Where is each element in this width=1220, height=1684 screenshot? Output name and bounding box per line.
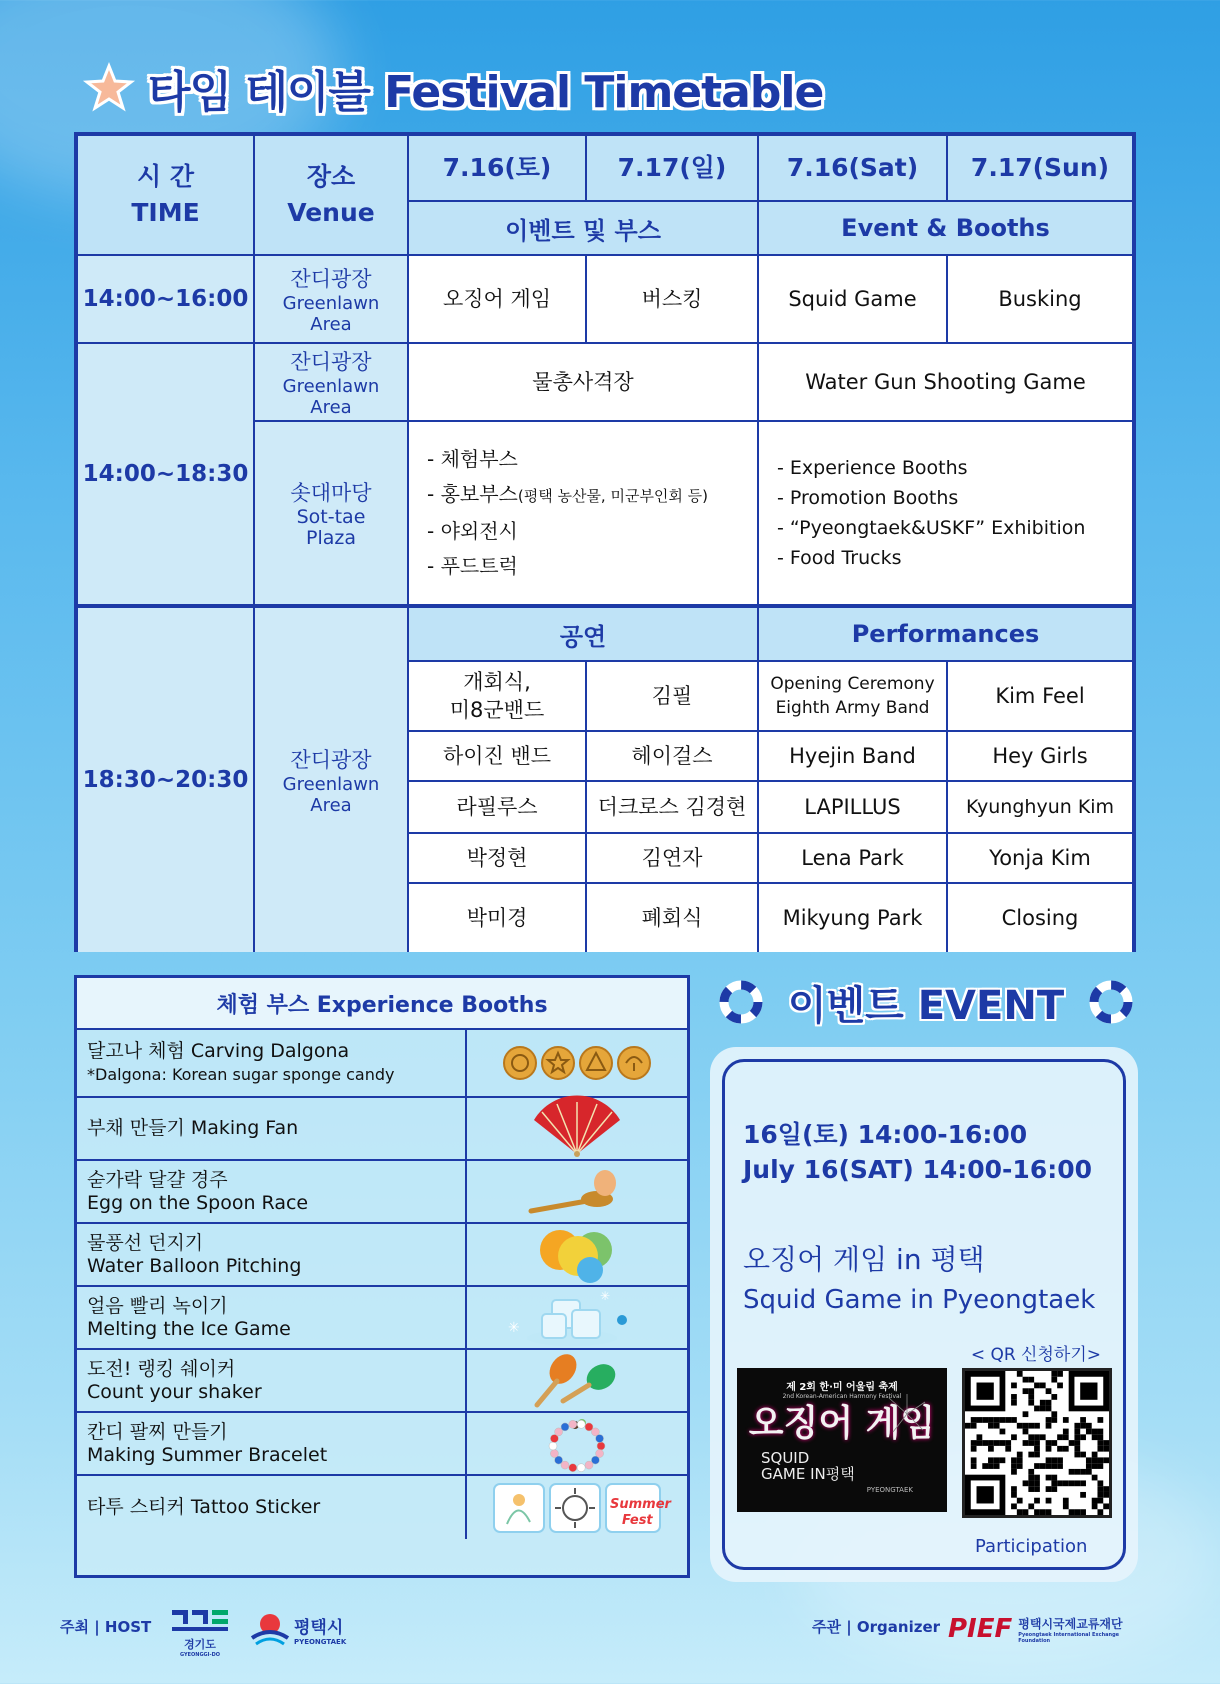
gyeonggi-label-en: GYEONGGI-DO — [179, 1652, 220, 1658]
event-label: 버스킹 — [641, 287, 703, 311]
performance-label: 폐회식 — [641, 906, 703, 930]
list-item: - Experience Booths — [777, 457, 968, 479]
venue-kr: 잔디광장 — [290, 748, 372, 772]
egg-spoon-icon — [467, 1161, 687, 1222]
event-name — [743, 1240, 1095, 1320]
date-label: 7.17(Sun) — [970, 153, 1110, 182]
performance-cell — [759, 782, 948, 834]
booth-name-line: 달고나 체험 Carving Dalgona — [87, 1040, 350, 1062]
performance-label: Kim Feel — [995, 684, 1085, 708]
venue-cell — [255, 422, 409, 606]
pyeongtaek-label: 평택시 — [294, 1617, 344, 1638]
event-header — [720, 975, 1132, 1029]
performance-cell — [759, 834, 948, 884]
pief-text — [1018, 1615, 1140, 1644]
venue-cell — [255, 606, 409, 952]
pyeongtaek-text — [294, 1613, 346, 1646]
event-title: 이벤트 EVENT — [787, 982, 1065, 1029]
date-header — [948, 136, 1132, 202]
booth-name-line: 도전! 랭킹 쉐이커 — [87, 1357, 236, 1380]
performance-label: 박정현 — [466, 846, 528, 870]
svg-text:✳: ✳ — [600, 1288, 611, 1303]
performance-cell — [409, 834, 587, 884]
venue-en: Area — [310, 314, 352, 335]
maracas-icon — [467, 1350, 687, 1411]
performance-label: 개회식, 미8군밴드 — [449, 670, 545, 722]
booth-row — [77, 1476, 687, 1539]
svg-text:Fest: Fest — [622, 1512, 653, 1528]
squid-game-poster — [737, 1368, 947, 1512]
event-label: 오징어 게임 — [442, 287, 552, 311]
pief-label: 평택시국제교류재단 — [1018, 1616, 1123, 1631]
performance-cell — [948, 732, 1132, 782]
event-cell — [587, 256, 759, 344]
time-cell — [78, 344, 255, 606]
venue-cell — [255, 256, 409, 344]
performance-label: LAPILLUS — [804, 795, 901, 819]
list-item-label: - 홍보부스 — [427, 482, 518, 506]
event-label: Squid Game — [788, 287, 917, 311]
booth-rows — [77, 1030, 687, 1539]
event-card — [710, 1047, 1138, 1582]
gyeonggi-logo-icon — [172, 1610, 228, 1632]
poster-line: PYEONGTAEK — [866, 1486, 913, 1494]
performance-label: 김필 — [651, 684, 693, 708]
pyeongtaek-logo — [250, 1612, 346, 1646]
date-label: 7.17(일) — [617, 153, 727, 182]
list-item-label: - 야외전시 — [427, 519, 518, 543]
date-header — [587, 136, 759, 202]
booth-name — [77, 1476, 467, 1539]
booth-name-line: Water Balloon Pitching — [87, 1254, 302, 1277]
booth-row — [77, 1030, 687, 1098]
host-label: 주최 | HOST — [60, 1618, 152, 1636]
venue-kr: 잔디광장 — [290, 350, 372, 374]
page-title: 타임 테이블 Festival Timetable — [148, 67, 824, 118]
performance-label: Yonja Kim — [989, 846, 1091, 870]
performance-label: Opening Ceremony Eighth Army Band — [770, 674, 935, 718]
venue-header-en: Venue — [287, 198, 375, 227]
pief-logo — [948, 1614, 1140, 1644]
booth-name-line: 얼음 빨리 녹이기 — [87, 1294, 228, 1317]
events-header-label: 이벤트 및 부스 — [505, 216, 661, 245]
svg-text:Summer: Summer — [610, 1496, 671, 1512]
footer — [60, 1610, 1140, 1660]
venue-en: Plaza — [306, 527, 356, 549]
ice-cube-icon — [467, 1287, 687, 1348]
gyeonggi-logo — [172, 1610, 232, 1658]
performance-cell — [759, 662, 948, 732]
list-item-note: (평택 농산물, 미군부인회 등) — [517, 487, 709, 505]
svg-text:✳: ✳ — [508, 1319, 520, 1336]
performance-cell — [759, 884, 948, 952]
performance-label: Mikyung Park — [782, 906, 923, 930]
venue-kr: 솟대마당 — [290, 481, 372, 505]
booth-list-en — [759, 422, 1132, 606]
performance-label: 하이진 밴드 — [442, 744, 552, 768]
time-label: 14:00~18:30 — [82, 461, 249, 487]
experience-booths-table — [74, 975, 690, 1578]
performance-cell — [587, 782, 759, 834]
venue-en: Greenlawn — [282, 293, 380, 314]
performances-header-en — [759, 606, 1132, 662]
event-cell — [948, 256, 1132, 344]
time-label: 18:30~20:30 — [82, 767, 249, 793]
venue-en: Sot-tae — [296, 506, 366, 528]
list-item: - Promotion Booths — [777, 487, 959, 509]
booth-name — [77, 1098, 467, 1159]
event-cell — [759, 256, 948, 344]
list-item — [427, 442, 708, 477]
performance-cell — [409, 782, 587, 834]
time-header-kr: 시 간 — [136, 162, 194, 191]
performances-header-kr — [409, 606, 759, 662]
pyeongtaek-label-en: PYEONGTAEK — [294, 1637, 347, 1646]
fan-icon — [467, 1098, 687, 1159]
list-item — [427, 549, 708, 584]
date-label: 7.16(토) — [442, 153, 552, 182]
poster-line: GAME IN평택 — [761, 1465, 855, 1483]
booth-row — [77, 1224, 687, 1287]
qr-code[interactable] — [962, 1368, 1112, 1518]
booth-row — [77, 1098, 687, 1161]
venue-header-kr: 장소 — [306, 162, 356, 191]
performance-cell — [948, 662, 1132, 732]
booth-name — [77, 1350, 467, 1411]
time-cell — [78, 606, 255, 952]
date-label: 7.16(Sat) — [786, 153, 919, 182]
organizer-label: 주관 | Organizer — [812, 1618, 941, 1636]
performance-cell — [587, 662, 759, 732]
pief-label-en: Pyeongtaek International Exchange Foundation — [1018, 1631, 1120, 1644]
booth-name — [77, 1287, 467, 1348]
cracked-glass-icon — [887, 1394, 927, 1434]
booth-list-kr — [409, 422, 759, 606]
performances-header-label: Performances — [851, 620, 1040, 648]
events-header-en — [759, 202, 1132, 256]
performance-label: 더크로스 김경현 — [597, 795, 747, 819]
booth-name-line: 숟가락 달걀 경주 — [87, 1168, 228, 1191]
booth-name-line: Egg on the Spoon Race — [87, 1191, 309, 1214]
event-label: 물총사격장 — [532, 370, 634, 394]
performance-cell — [948, 834, 1132, 884]
event-cell — [409, 256, 587, 344]
date-header — [409, 136, 587, 202]
list-item — [427, 477, 708, 514]
venue-en: Greenlawn — [282, 376, 380, 397]
event-name-kr: 오징어 게임 in 평택 — [743, 1243, 985, 1276]
performance-label: 라필루스 — [456, 795, 538, 819]
performance-label: Lena Park — [801, 846, 904, 870]
performance-label: 김연자 — [641, 846, 703, 870]
water-balloon-icon — [467, 1224, 687, 1285]
timetable — [74, 132, 1136, 952]
gyeonggi-label: 경기도 — [184, 1638, 216, 1651]
time-header — [78, 136, 255, 256]
time-label: 14:00~16:00 — [82, 286, 249, 312]
pyeongtaek-logo-icon — [250, 1612, 290, 1646]
performance-cell — [409, 884, 587, 952]
list-item — [427, 514, 708, 549]
event-name-en: Squid Game in Pyeongtaek — [743, 1285, 1096, 1315]
event-date-en: July 16(SAT) 14:00-16:00 — [743, 1155, 1093, 1184]
list-item-label: - 체험부스 — [427, 447, 518, 471]
event-label: Busking — [998, 287, 1082, 311]
performance-cell — [948, 884, 1132, 952]
dalgona-icon — [467, 1030, 687, 1096]
poster-line: 2nd Korean-American Harmony Festival — [782, 1393, 902, 1400]
performance-label: 박미경 — [466, 906, 528, 930]
booth-name — [77, 1413, 467, 1474]
booth-row — [77, 1413, 687, 1476]
life-ring-icon — [1090, 981, 1132, 1023]
booth-name-line: 물풍선 던지기 — [87, 1231, 204, 1254]
venue-en: Area — [310, 795, 352, 816]
booth-name-line: Count your shaker — [87, 1380, 262, 1403]
venue-cell — [255, 344, 409, 422]
poster-line: SQUID — [761, 1449, 810, 1467]
performance-cell — [759, 732, 948, 782]
booth-name-line: Making Summer Bracelet — [87, 1443, 328, 1466]
title-row — [84, 58, 823, 118]
performance-label: Hyejin Band — [789, 744, 916, 768]
booth-name-line: Melting the Ice Game — [87, 1317, 291, 1340]
event-date-kr: 16일(토) 14:00-16:00 — [743, 1120, 1028, 1149]
poster-title: 오징어 게임 — [748, 1403, 936, 1444]
booth-name-line: 부채 만들기 Making Fan — [87, 1117, 299, 1139]
pief-wordmark: PIEF — [948, 1614, 1013, 1644]
event-card-inner — [722, 1059, 1126, 1570]
venue-en: Greenlawn — [282, 774, 380, 795]
tattoo-sticker-icon — [467, 1476, 687, 1539]
booth-name-line: *Dalgona: Korean sugar sponge candy — [87, 1065, 395, 1084]
booth-name — [77, 1161, 467, 1222]
booth-row — [77, 1161, 687, 1224]
qr-code-icon — [965, 1371, 1109, 1515]
performance-cell — [409, 662, 587, 732]
performances-header-label: 공연 — [559, 622, 607, 651]
performance-label: Closing — [1001, 906, 1079, 930]
performance-label: 헤이걸스 — [631, 744, 713, 768]
performance-cell — [948, 782, 1132, 834]
venue-en: Area — [310, 397, 352, 418]
list-item: - Food Trucks — [777, 547, 902, 569]
venue-header — [255, 136, 409, 256]
list-item: - “Pyeongtaek&USKF” Exhibition — [777, 517, 1086, 539]
event-date — [743, 1117, 1092, 1187]
qr-label: < QR 신청하기> — [970, 1345, 1101, 1365]
event-label: Water Gun Shooting Game — [805, 370, 1086, 394]
events-header-label: Event & Booths — [841, 214, 1050, 242]
poster-line: 제 2회 한·미 어울림 축제 — [786, 1382, 898, 1393]
time-header-en: TIME — [131, 198, 200, 227]
date-header — [759, 136, 948, 202]
life-ring-icon — [720, 981, 762, 1023]
performance-label: Hey Girls — [992, 744, 1088, 768]
performance-label: Kyunghyun Kim — [965, 796, 1115, 818]
performance-cell — [587, 732, 759, 782]
booth-name — [77, 1030, 467, 1096]
participation-label: Participation — [975, 1536, 1088, 1557]
booth-row — [77, 1350, 687, 1413]
bracelet-icon — [467, 1413, 687, 1474]
poster-subtitle — [761, 1450, 855, 1482]
performance-cell — [409, 732, 587, 782]
performance-cell — [587, 834, 759, 884]
event-cell — [759, 344, 1132, 422]
list-item-label: - 푸드트럭 — [427, 554, 518, 578]
event-cell — [409, 344, 759, 422]
starfish-icon — [84, 63, 134, 113]
booth-row — [77, 1287, 687, 1350]
booth-name-line: 타투 스티커 Tattoo Sticker — [87, 1496, 321, 1518]
events-header-kr — [409, 202, 759, 256]
booth-name — [77, 1224, 467, 1285]
booth-name-line: 칸디 팔찌 만들기 — [87, 1420, 228, 1443]
performance-cell — [587, 884, 759, 952]
booths-header: 체험 부스 Experience Booths — [77, 978, 687, 1030]
venue-kr: 잔디광장 — [290, 267, 372, 291]
time-cell — [78, 256, 255, 344]
